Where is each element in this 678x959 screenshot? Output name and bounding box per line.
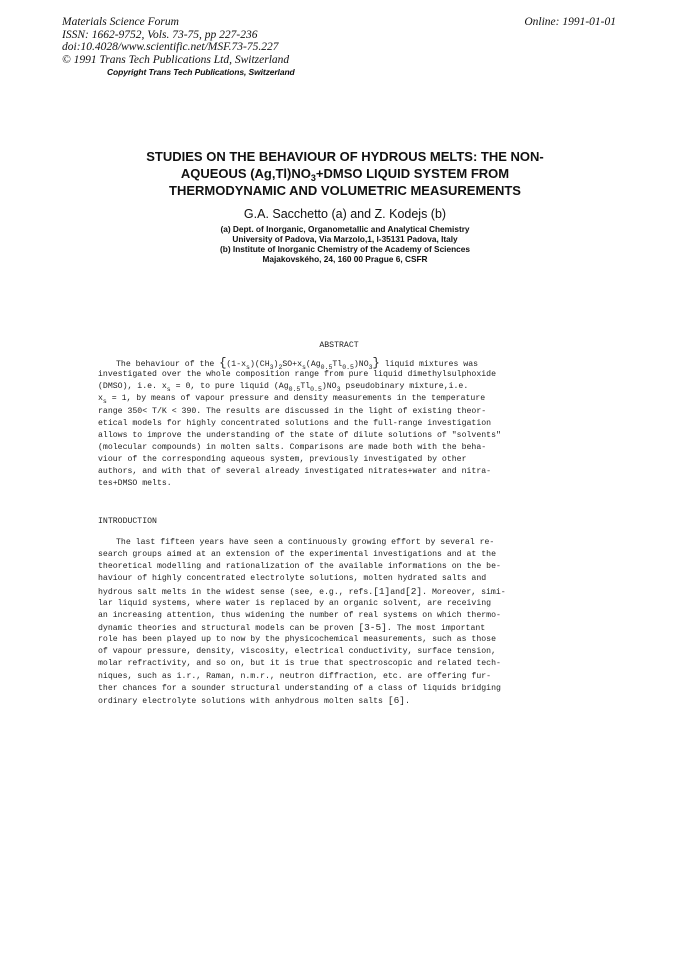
abstract-line: tes+DMSO melts. [98, 479, 172, 489]
abstract-line [98, 393, 548, 405]
affiliation-line: University of Padova, Via Marzolo,1, I-35131 Padova, Italy [232, 234, 458, 244]
text-run: ) [273, 360, 279, 369]
text-run: x [98, 394, 103, 404]
abstract-line: authors, and with that of several already investigated nitrates+water and nitra- [98, 467, 492, 477]
copyright-line: © 1991 Trans Tech Publications Ltd, Switzerland [62, 53, 290, 66]
subscript: s [246, 364, 250, 371]
affiliations [100, 224, 590, 264]
intro-line: of vapour pressure, density, viscosity, electrical conductivity, surface tension, [98, 647, 496, 657]
intro-line [98, 586, 548, 598]
paper-title [100, 148, 590, 199]
subscript: 3 [269, 364, 274, 371]
subscript: 2 [278, 364, 283, 371]
text-run: Tl [332, 360, 343, 369]
intro-line: The last fifteen years have seen a continuously growing effort by several re- [116, 538, 495, 547]
subscript: 0.5 [310, 386, 322, 394]
text-run: liquid mixtures was [379, 360, 479, 369]
text-run: and [390, 587, 406, 597]
text-run: )NO [353, 360, 369, 369]
introduction-body [98, 537, 548, 707]
abstract-line: viour of the corresponding aqueous system, previously investigated by other [98, 455, 467, 465]
intro-line: theoretical modelling and rationalization of the available informations on the be- [98, 562, 501, 572]
abstract-line: investigated over the whole composition range from pure liquid dimethylsulphoxide [98, 370, 496, 380]
intro-line: lar liquid systems, where water is replaced by an organic solvent, are receiving [98, 598, 492, 608]
abstract-body [98, 357, 548, 491]
intro-line [98, 622, 548, 634]
title-text: AQUEOUS (Ag,Tl)NO [180, 166, 311, 181]
intro-line [98, 695, 548, 707]
abstract-line: (molecular compounds) in molten salts. Comparisons are made both with the beha- [98, 442, 487, 452]
affiliation-line: (a) Dept. of Inorganic, Organometallic and Analytical Chemistry [220, 224, 470, 234]
affiliation-line: (b) Institute of Inorganic Chemistry of the Academy of Sciences [219, 244, 471, 254]
text-run: = 0, to pure liquid (Ag [170, 382, 289, 392]
text-run: (1-x [226, 360, 247, 369]
text-run: pseudobinary mixture,i.e. [340, 382, 469, 392]
text-run: )(CH [249, 360, 270, 369]
text-run: )NO [321, 382, 337, 392]
intro-line: search groups aimed at an extension of the experimental investigations and at the [98, 550, 496, 560]
subscript: s [102, 398, 107, 406]
text-run: . Moreover, simi- [422, 587, 506, 597]
intro-line: haviour of highly concentrated electrolyte solutions, molten hydrated salts and [98, 574, 487, 584]
abstract-heading: ABSTRACT [319, 341, 359, 350]
subscript: s [166, 386, 171, 394]
text-run: Tl [300, 382, 311, 392]
authors: G.A. Sacchetto (a) and Z. Kodejs (b) [243, 207, 447, 221]
abstract-line: range 350< T/K < 390. The results are discussed in the light of existing theor- [98, 406, 487, 416]
brace: } [372, 356, 380, 370]
title-line-1: STUDIES ON THE BEHAVIOUR OF HYDROUS MELTS: THE NON- [146, 149, 544, 164]
reference-link: [6] [387, 694, 405, 706]
text-run: (Ag [305, 360, 321, 369]
issn-line: ISSN: 1662-9752, Vols. 73-75, pp 227-236 [62, 28, 258, 41]
journal-name: Materials Science Forum [62, 16, 179, 28]
doi-line: doi:10.4028/www.scientific.net/MSF.73-75.227 [62, 41, 279, 53]
abstract-line [98, 381, 548, 393]
text-run: SO+x [282, 360, 302, 369]
affiliation-line: Majakovského, 24, 160 00 Prague 6, CSFR [262, 254, 428, 264]
brace: { [219, 356, 227, 370]
text-run: dynamic theories and structural models can be proven [98, 623, 359, 633]
intro-line: an increasing attention, thus widening the number of real systems on which thermo- [98, 610, 501, 620]
text-run: . [405, 696, 410, 706]
title-subscript: 3 [310, 173, 316, 183]
subscript: 0.5 [320, 364, 333, 371]
text-run: = 1, by means of vapour pressure and density measurements in the temperature [106, 394, 486, 404]
intro-line: molar refractivity, and so on, but it is true that spectroscopic and related tech- [98, 659, 501, 669]
abstract-line: allows to improve the understanding of the state of dilute solutions of "solvents" [98, 430, 501, 440]
intro-line: role has been played up to now by the physicochemical measurements, such as those [98, 635, 496, 645]
text-run: (DMSO), i.e. x [98, 382, 167, 392]
text-run: . The most important [386, 623, 486, 633]
reference-link: [1] [373, 585, 391, 597]
introduction-heading: INTRODUCTION [98, 517, 157, 526]
text-run: The behaviour of the [116, 360, 220, 369]
subscript: 0.5 [342, 364, 354, 371]
subscript: 0.5 [288, 386, 301, 394]
reference-link: [2] [405, 585, 423, 597]
title-line-3: THERMODYNAMIC AND VOLUMETRIC MEASUREMENTS [169, 183, 521, 198]
journal-header [62, 16, 289, 66]
text-run: ordinary electrolyte solutions with anhydrous molten salts [98, 696, 388, 706]
title-text: +DMSO LIQUID SYSTEM FROM [315, 166, 510, 181]
title-line-2 [100, 165, 590, 182]
copyright-bar: Copyright Trans Tech Publications, Switzerland [107, 67, 295, 77]
abstract-line: etical models for highly concentrated solutions and the full-range investigation [98, 418, 492, 428]
subscript: s [302, 364, 306, 371]
subscript: 3 [336, 386, 341, 394]
abstract-line [98, 357, 548, 369]
intro-line: niques, such as i.r., Raman, n.m.r., neutron diffraction, etc. are offering fur- [98, 671, 492, 681]
intro-line: ther chances for a sounder structural understanding of a class of liquids bridging [98, 683, 501, 693]
reference-link: [3-5] [358, 621, 387, 633]
text-run: hydrous salt melts in the widest sense (see, e.g., refs. [98, 587, 374, 597]
subscript: 3 [368, 364, 373, 371]
online-date: Online: 1991-01-01 [524, 16, 616, 28]
